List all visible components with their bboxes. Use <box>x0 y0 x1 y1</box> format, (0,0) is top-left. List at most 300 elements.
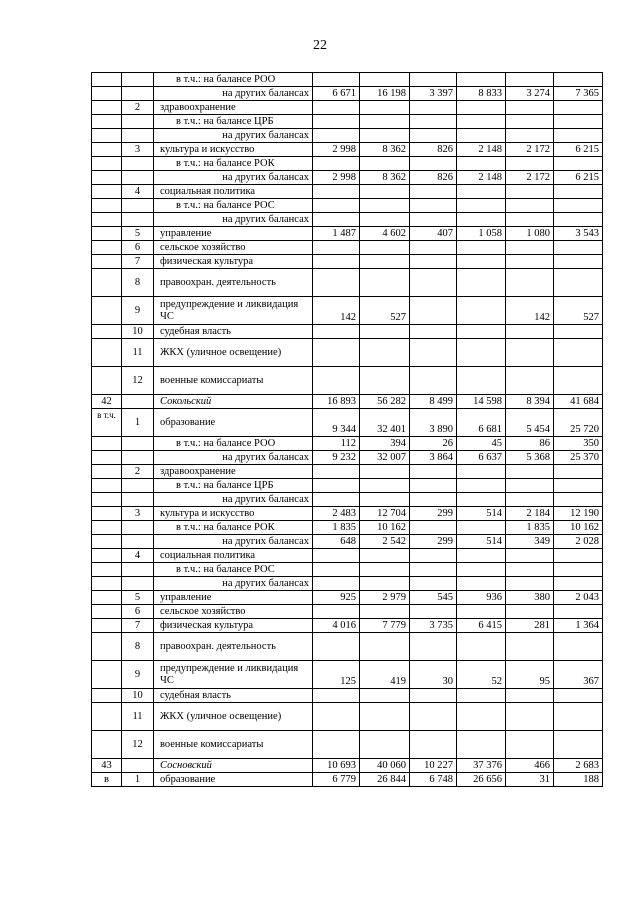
value-cell: 8 362 <box>360 171 410 185</box>
value-cell <box>410 339 457 367</box>
value-cell <box>360 703 410 731</box>
value-cell <box>313 563 360 577</box>
row-label: судебная власть <box>154 689 313 703</box>
value-cell: 527 <box>554 297 603 325</box>
value-cell: 2 172 <box>506 143 554 157</box>
value-cell <box>506 367 554 395</box>
table-row <box>92 339 603 367</box>
value-cell <box>506 199 554 213</box>
row-label: предупреждение и ликвидация ЧС <box>154 661 313 689</box>
value-cell: 26 844 <box>360 773 410 787</box>
page-number: 22 <box>313 38 327 53</box>
row-label: здравоохранение <box>154 101 313 115</box>
value-cell: 12 704 <box>360 507 410 521</box>
value-cell <box>360 549 410 563</box>
value-cell: 32 401 <box>360 409 410 437</box>
row-subnumber: 1 <box>122 409 154 437</box>
value-cell <box>360 339 410 367</box>
value-cell: 299 <box>410 535 457 549</box>
value-cell <box>360 325 410 339</box>
value-cell: 394 <box>360 437 410 451</box>
value-cell <box>457 577 506 591</box>
row-number: в т.ч. <box>92 409 122 437</box>
row-subnumber: 3 <box>122 143 154 157</box>
row-label: судебная власть <box>154 325 313 339</box>
value-cell: 6 415 <box>457 619 506 633</box>
value-cell <box>554 479 603 493</box>
value-cell <box>410 157 457 171</box>
row-number <box>92 605 122 619</box>
row-subnumber <box>122 759 154 773</box>
row-number: 43 <box>92 759 122 773</box>
value-cell: 6 779 <box>313 773 360 787</box>
table-row <box>92 325 603 339</box>
row-label: физическая культура <box>154 255 313 269</box>
value-cell: 188 <box>554 773 603 787</box>
value-cell <box>554 101 603 115</box>
value-cell <box>457 73 506 87</box>
row-label: на других балансах <box>154 129 313 143</box>
value-cell <box>410 479 457 493</box>
value-cell: 3 890 <box>410 409 457 437</box>
row-number <box>92 269 122 297</box>
value-cell <box>457 255 506 269</box>
value-cell <box>313 367 360 395</box>
value-cell: 1 487 <box>313 227 360 241</box>
value-cell: 3 397 <box>410 87 457 101</box>
value-cell <box>457 465 506 479</box>
value-cell: 8 833 <box>457 87 506 101</box>
value-cell <box>360 563 410 577</box>
table-row <box>92 143 603 157</box>
row-number <box>92 661 122 689</box>
value-cell <box>410 549 457 563</box>
value-cell: 95 <box>506 661 554 689</box>
value-cell <box>457 157 506 171</box>
value-cell: 514 <box>457 535 506 549</box>
row-subnumber: 3 <box>122 507 154 521</box>
row-number <box>92 591 122 605</box>
value-cell <box>410 325 457 339</box>
table-row <box>92 577 603 591</box>
value-cell: 466 <box>506 759 554 773</box>
value-cell <box>554 689 603 703</box>
row-number: в <box>92 773 122 787</box>
value-cell: 16 893 <box>313 395 360 409</box>
value-cell <box>410 199 457 213</box>
row-label: управление <box>154 591 313 605</box>
table-row <box>92 619 603 633</box>
value-cell <box>360 479 410 493</box>
value-cell <box>313 633 360 661</box>
value-cell: 14 598 <box>457 395 506 409</box>
value-cell <box>506 731 554 759</box>
table-row <box>92 213 603 227</box>
row-label: в т.ч.: на балансе ЦРБ <box>154 115 313 129</box>
value-cell: 2 998 <box>313 171 360 185</box>
value-cell <box>313 213 360 227</box>
value-cell <box>506 493 554 507</box>
value-cell <box>506 605 554 619</box>
value-cell: 2 184 <box>506 507 554 521</box>
value-cell <box>457 297 506 325</box>
table-row <box>92 549 603 563</box>
row-number <box>92 185 122 199</box>
value-cell: 52 <box>457 661 506 689</box>
value-cell: 299 <box>410 507 457 521</box>
value-cell <box>360 157 410 171</box>
value-cell <box>554 633 603 661</box>
value-cell: 86 <box>506 437 554 451</box>
table-row <box>92 73 603 87</box>
value-cell: 3 543 <box>554 227 603 241</box>
value-cell <box>506 689 554 703</box>
value-cell <box>457 199 506 213</box>
row-number: 42 <box>92 395 122 409</box>
value-cell <box>554 199 603 213</box>
value-cell: 9 344 <box>313 409 360 437</box>
row-number <box>92 633 122 661</box>
row-number <box>92 213 122 227</box>
value-cell: 2 172 <box>506 171 554 185</box>
value-cell <box>506 241 554 255</box>
row-subnumber: 4 <box>122 185 154 199</box>
value-cell: 1 364 <box>554 619 603 633</box>
value-cell <box>506 115 554 129</box>
value-cell <box>410 115 457 129</box>
value-cell: 32 007 <box>360 451 410 465</box>
row-subnumber <box>122 157 154 171</box>
value-cell: 648 <box>313 535 360 549</box>
table-row <box>92 171 603 185</box>
row-subnumber <box>122 395 154 409</box>
value-cell: 40 060 <box>360 759 410 773</box>
row-label: образование <box>154 409 313 437</box>
value-cell <box>360 689 410 703</box>
row-label: на других балансах <box>154 213 313 227</box>
table-row <box>92 409 603 437</box>
row-label: на других балансах <box>154 493 313 507</box>
value-cell: 514 <box>457 507 506 521</box>
value-cell <box>506 563 554 577</box>
row-label: социальная политика <box>154 185 313 199</box>
row-subnumber: 10 <box>122 689 154 703</box>
value-cell <box>313 465 360 479</box>
row-number <box>92 549 122 563</box>
value-cell <box>457 521 506 535</box>
row-label: в т.ч.: на балансе ЦРБ <box>154 479 313 493</box>
value-cell <box>410 633 457 661</box>
row-label: военные комиссариаты <box>154 367 313 395</box>
value-cell: 5 454 <box>506 409 554 437</box>
value-cell <box>360 115 410 129</box>
row-subnumber <box>122 115 154 129</box>
value-cell <box>457 563 506 577</box>
value-cell: 281 <box>506 619 554 633</box>
row-subnumber: 6 <box>122 605 154 619</box>
row-number <box>92 451 122 465</box>
row-label: социальная политика <box>154 549 313 563</box>
value-cell <box>554 577 603 591</box>
value-cell: 41 684 <box>554 395 603 409</box>
value-cell: 6 637 <box>457 451 506 465</box>
value-cell: 6 681 <box>457 409 506 437</box>
row-number <box>92 115 122 129</box>
table-row <box>92 437 603 451</box>
row-subnumber <box>122 493 154 507</box>
value-cell <box>506 157 554 171</box>
row-subnumber <box>122 213 154 227</box>
table-row <box>92 759 603 773</box>
row-subnumber: 2 <box>122 101 154 115</box>
table-row <box>92 521 603 535</box>
value-cell <box>457 101 506 115</box>
value-cell <box>457 325 506 339</box>
row-number <box>92 297 122 325</box>
table-row <box>92 269 603 297</box>
value-cell: 925 <box>313 591 360 605</box>
row-label: правоохран. деятельность <box>154 633 313 661</box>
value-cell <box>554 269 603 297</box>
value-cell <box>313 255 360 269</box>
value-cell: 2 483 <box>313 507 360 521</box>
row-subnumber: 12 <box>122 367 154 395</box>
row-number <box>92 437 122 451</box>
value-cell: 8 362 <box>360 143 410 157</box>
table-row <box>92 605 603 619</box>
value-cell <box>360 73 410 87</box>
row-number <box>92 87 122 101</box>
value-cell <box>410 367 457 395</box>
row-subnumber: 7 <box>122 255 154 269</box>
budget-table <box>91 72 603 787</box>
value-cell <box>313 325 360 339</box>
value-cell: 45 <box>457 437 506 451</box>
row-label: в т.ч.: на балансе РОО <box>154 437 313 451</box>
row-subnumber <box>122 73 154 87</box>
row-subnumber: 5 <box>122 227 154 241</box>
table-row <box>92 185 603 199</box>
row-number <box>92 129 122 143</box>
row-subnumber <box>122 479 154 493</box>
value-cell <box>313 241 360 255</box>
value-cell <box>554 185 603 199</box>
value-cell: 419 <box>360 661 410 689</box>
value-cell: 9 232 <box>313 451 360 465</box>
value-cell: 3 274 <box>506 87 554 101</box>
value-cell <box>506 465 554 479</box>
table-row <box>92 367 603 395</box>
value-cell: 10 162 <box>360 521 410 535</box>
value-cell: 25 720 <box>554 409 603 437</box>
table-row <box>92 451 603 465</box>
row-label: на других балансах <box>154 451 313 465</box>
value-cell <box>410 465 457 479</box>
value-cell: 10 162 <box>554 521 603 535</box>
value-cell: 12 190 <box>554 507 603 521</box>
table-row <box>92 157 603 171</box>
value-cell: 2 542 <box>360 535 410 549</box>
value-cell <box>506 339 554 367</box>
value-cell: 4 602 <box>360 227 410 241</box>
value-cell: 1 080 <box>506 227 554 241</box>
table-row <box>92 661 603 689</box>
value-cell <box>360 213 410 227</box>
row-label: военные комиссариаты <box>154 731 313 759</box>
value-cell: 936 <box>457 591 506 605</box>
value-cell: 25 370 <box>554 451 603 465</box>
value-cell <box>313 73 360 87</box>
value-cell: 1 835 <box>506 521 554 535</box>
value-cell <box>506 185 554 199</box>
row-subnumber: 11 <box>122 339 154 367</box>
table-row <box>92 297 603 325</box>
value-cell <box>360 577 410 591</box>
value-cell <box>410 689 457 703</box>
row-subnumber: 12 <box>122 731 154 759</box>
value-cell <box>360 493 410 507</box>
row-label: в т.ч.: на балансе РОС <box>154 199 313 213</box>
value-cell <box>360 101 410 115</box>
table-row <box>92 563 603 577</box>
value-cell <box>506 129 554 143</box>
value-cell <box>410 605 457 619</box>
row-number <box>92 507 122 521</box>
value-cell <box>360 633 410 661</box>
value-cell: 527 <box>360 297 410 325</box>
value-cell <box>360 255 410 269</box>
row-number <box>92 465 122 479</box>
value-cell: 6 215 <box>554 143 603 157</box>
value-cell <box>457 731 506 759</box>
value-cell <box>360 199 410 213</box>
value-cell <box>554 563 603 577</box>
row-subnumber: 7 <box>122 619 154 633</box>
value-cell: 6 748 <box>410 773 457 787</box>
value-cell <box>410 129 457 143</box>
value-cell: 4 016 <box>313 619 360 633</box>
value-cell: 826 <box>410 171 457 185</box>
value-cell <box>506 101 554 115</box>
value-cell <box>554 493 603 507</box>
value-cell <box>313 493 360 507</box>
value-cell: 142 <box>313 297 360 325</box>
row-number <box>92 619 122 633</box>
value-cell <box>410 493 457 507</box>
value-cell: 10 227 <box>410 759 457 773</box>
value-cell: 7 779 <box>360 619 410 633</box>
row-number <box>92 199 122 213</box>
value-cell: 545 <box>410 591 457 605</box>
value-cell <box>457 367 506 395</box>
value-cell <box>410 269 457 297</box>
row-label: на других балансах <box>154 171 313 185</box>
row-subnumber <box>122 437 154 451</box>
value-cell <box>410 101 457 115</box>
value-cell <box>313 689 360 703</box>
value-cell: 8 394 <box>506 395 554 409</box>
value-cell <box>313 115 360 129</box>
value-cell <box>457 115 506 129</box>
row-subnumber <box>122 577 154 591</box>
row-subnumber <box>122 451 154 465</box>
value-cell <box>313 269 360 297</box>
table-row <box>92 633 603 661</box>
row-number <box>92 493 122 507</box>
value-cell <box>506 73 554 87</box>
value-cell <box>313 101 360 115</box>
value-cell <box>457 549 506 563</box>
value-cell <box>360 731 410 759</box>
row-number <box>92 535 122 549</box>
row-label: предупреждение и ликвидация ЧС <box>154 297 313 325</box>
row-label: на других балансах <box>154 577 313 591</box>
row-label: в т.ч.: на балансе РОС <box>154 563 313 577</box>
value-cell: 2 979 <box>360 591 410 605</box>
value-cell: 30 <box>410 661 457 689</box>
table-row <box>92 535 603 549</box>
row-subnumber: 8 <box>122 633 154 661</box>
value-cell: 1 835 <box>313 521 360 535</box>
table-row <box>92 689 603 703</box>
table-row <box>92 115 603 129</box>
value-cell: 7 365 <box>554 87 603 101</box>
value-cell <box>313 577 360 591</box>
row-subnumber: 10 <box>122 325 154 339</box>
value-cell: 16 198 <box>360 87 410 101</box>
value-cell: 2 683 <box>554 759 603 773</box>
value-cell <box>554 213 603 227</box>
row-number <box>92 143 122 157</box>
value-cell <box>410 255 457 269</box>
value-cell: 367 <box>554 661 603 689</box>
row-subnumber: 2 <box>122 465 154 479</box>
row-number <box>92 731 122 759</box>
value-cell <box>506 633 554 661</box>
value-cell <box>554 241 603 255</box>
row-subnumber: 9 <box>122 297 154 325</box>
value-cell <box>410 297 457 325</box>
table-row <box>92 479 603 493</box>
value-cell <box>360 367 410 395</box>
row-label: на других балансах <box>154 535 313 549</box>
table-row <box>92 731 603 759</box>
row-number <box>92 563 122 577</box>
row-number <box>92 255 122 269</box>
value-cell: 31 <box>506 773 554 787</box>
value-cell <box>360 129 410 143</box>
row-number <box>92 241 122 255</box>
value-cell: 5 368 <box>506 451 554 465</box>
value-cell <box>554 325 603 339</box>
table-row <box>92 129 603 143</box>
value-cell: 26 <box>410 437 457 451</box>
value-cell <box>313 479 360 493</box>
value-cell: 2 148 <box>457 143 506 157</box>
value-cell <box>457 633 506 661</box>
value-cell <box>313 605 360 619</box>
row-label: физическая культура <box>154 619 313 633</box>
value-cell: 1 058 <box>457 227 506 241</box>
value-cell <box>506 269 554 297</box>
value-cell <box>313 157 360 171</box>
value-cell <box>410 563 457 577</box>
row-label: культура и искусство <box>154 143 313 157</box>
value-cell <box>506 213 554 227</box>
value-cell: 56 282 <box>360 395 410 409</box>
row-label: на других балансах <box>154 87 313 101</box>
value-cell <box>506 703 554 731</box>
